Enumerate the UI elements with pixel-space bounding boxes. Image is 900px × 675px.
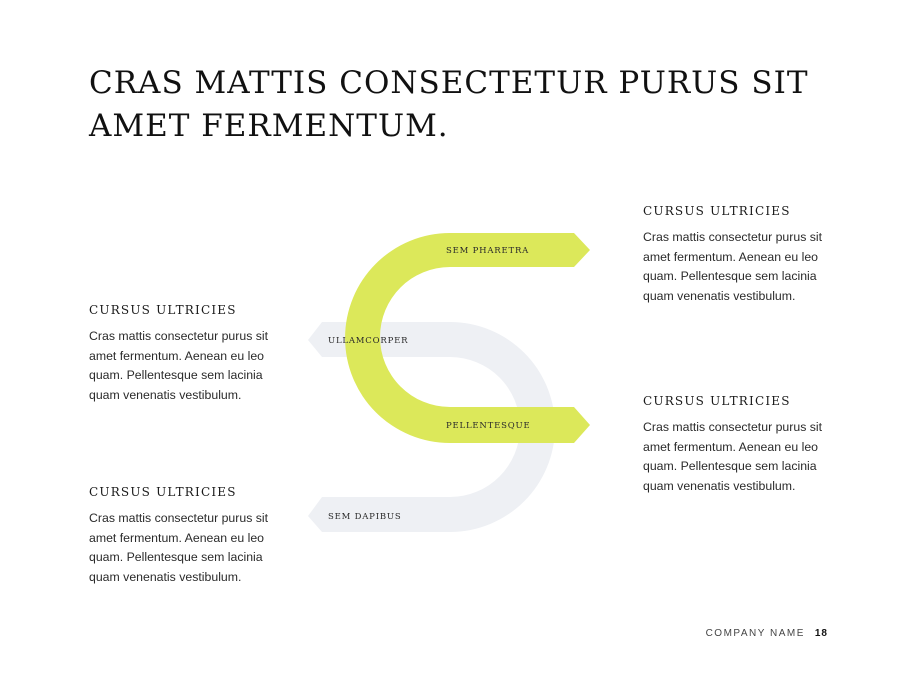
- text-block-right-bottom: [643, 394, 843, 496]
- block-heading: CURSUS ULTRICIES: [89, 485, 237, 499]
- text-block-left-top: [89, 303, 289, 405]
- page-title: CRAS MATTIS CONSECTETUR PURUS SIT AMET FERMENTUM.: [89, 65, 809, 144]
- page-number: 18: [814, 628, 828, 639]
- label-sem-dapibus: SEM DAPIBUS: [328, 512, 402, 522]
- text-block-left-bottom: [89, 485, 289, 587]
- text-block-right-top: [643, 204, 843, 306]
- block-body: Cras mattis consectetur purus sit amet fermentum. Aenean eu leo quam. Pellentesque sem lacinia quam venenatis vestibulum.: [643, 230, 823, 303]
- label-sem-pharetra: SEM PHARETRA: [446, 246, 530, 256]
- label-pellentesque: PELLENTESQUE: [446, 421, 531, 431]
- block-heading: CURSUS ULTRICIES: [89, 303, 237, 317]
- block-body: Cras mattis consectetur purus sit amet fermentum. Aenean eu leo quam. Pellentesque sem lacinia quam venenatis vestibulum.: [643, 420, 823, 493]
- footer: [706, 628, 828, 639]
- company-name: COMPANY NAME: [705, 628, 805, 639]
- block-body: Cras mattis consectetur purus sit amet fermentum. Aenean eu leo quam. Pellentesque sem lacinia quam venenatis vestibulum.: [89, 329, 269, 402]
- block-body: Cras mattis consectetur purus sit amet fermentum. Aenean eu leo quam. Pellentesque sem lacinia quam venenatis vestibulum.: [89, 511, 269, 584]
- block-heading: CURSUS ULTRICIES: [643, 394, 791, 408]
- block-heading: CURSUS ULTRICIES: [643, 204, 791, 218]
- label-ullamcorper: ULLAMCORPER: [328, 336, 409, 346]
